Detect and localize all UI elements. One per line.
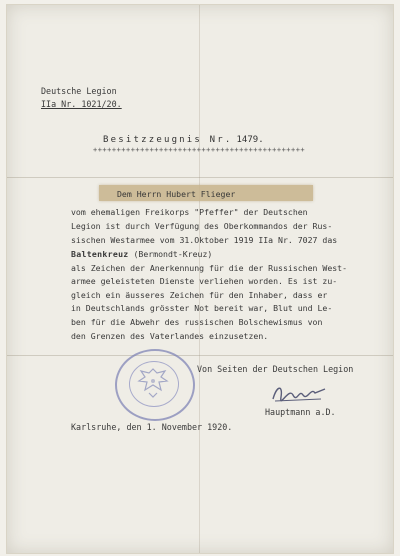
- paper-fold: [7, 177, 393, 178]
- award-subtitle: (Bermondt-Kreuz): [128, 249, 213, 259]
- cross-divider: +++++++++++++++++++++++++++++++++++++++++++++: [93, 146, 306, 154]
- header-reference: IIa Nr. 1021/20.: [41, 99, 122, 109]
- body-line: als Zeichen der Anerkennung für die der Russischen West-: [71, 263, 348, 273]
- document-page: [6, 4, 394, 554]
- body-line: in Deutschlands grösster Not bereit war, Blut und Le-: [71, 303, 333, 313]
- award-name: [71, 250, 212, 258]
- document-title: [103, 136, 264, 145]
- body-line: sischen Westarmee vom 31.Oktober 1919 IIa Nr. 7027 das: [71, 235, 338, 245]
- issuer-line: Von Seiten der Deutschen Legion: [197, 364, 354, 374]
- body-line: vom ehemaligen Freikorps "Pfeffer" der Deutschen: [71, 207, 308, 217]
- body-line: den Grenzen des Vaterlandes einzusetzen.: [71, 331, 269, 341]
- title-number: 1479.: [236, 135, 264, 145]
- paper-fold: [7, 355, 393, 356]
- award-title: Baltenkreuz: [71, 249, 129, 259]
- header-organization: Deutsche Legion: [41, 86, 117, 96]
- recipient-line: Dem Herrn Hubert Flieger: [117, 189, 236, 199]
- handwritten-signature: [269, 381, 329, 407]
- body-line: ben für die Abwehr des russischen Bolschewismus von: [71, 317, 323, 327]
- title-text: Besitzzeugnis Nr.: [103, 135, 233, 145]
- official-stamp: [115, 349, 195, 421]
- signatory-rank: Hauptmann a.D.: [265, 407, 336, 417]
- body-line: armee geleisteten Dienste verliehen worden. Es ist zu-: [71, 276, 338, 286]
- body-line: gleich ein äusseres Zeichen für den Inhaber, dass er: [71, 290, 328, 300]
- stamp-eagle-icon: [115, 349, 191, 417]
- body-line: Legion ist durch Verfügung des Oberkommandos der Rus-: [71, 221, 333, 231]
- place-and-date: Karlsruhe, den 1. November 1920.: [71, 422, 233, 432]
